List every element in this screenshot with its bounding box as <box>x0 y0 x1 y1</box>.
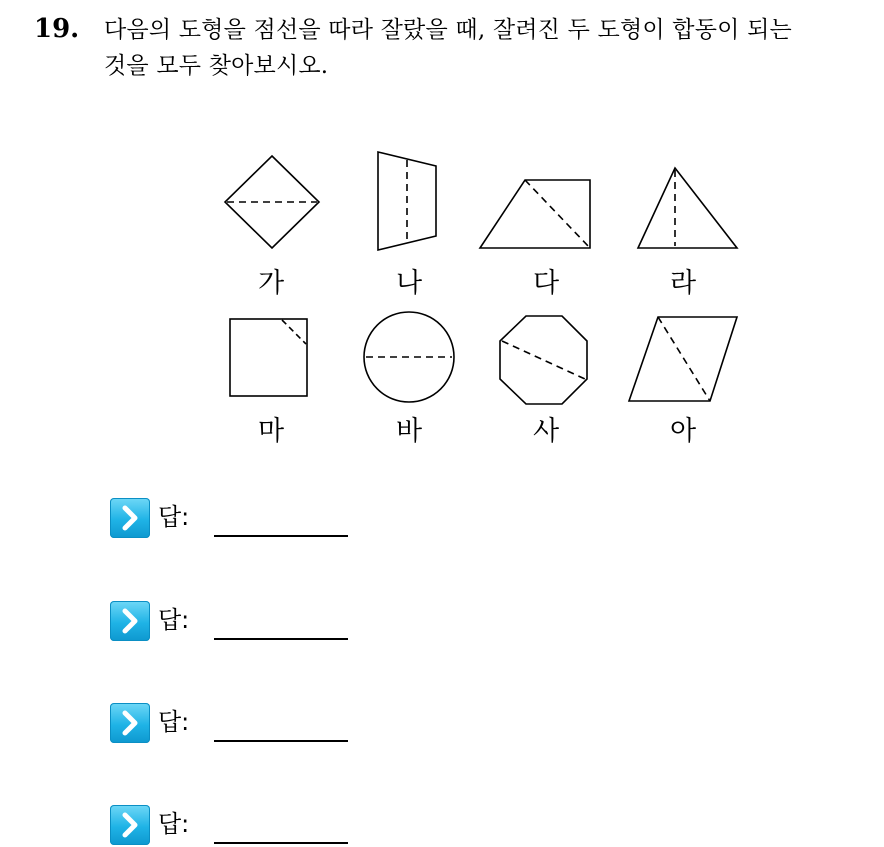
answer-blank[interactable] <box>214 740 348 742</box>
question-text-line2: 것을 모두 찾아보시오. <box>104 53 329 79</box>
figure-label-sa: 사 <box>532 416 560 447</box>
figure-ba-circle <box>364 312 454 402</box>
figure-label-na: 나 <box>395 268 423 299</box>
figure-na-trapezoid <box>378 152 436 250</box>
chevron-right-icon <box>110 805 150 845</box>
figure-a-parallelogram <box>629 317 737 401</box>
answer-blank[interactable] <box>214 842 348 844</box>
chevron-right-icon <box>110 703 150 743</box>
figure-sa-octagon <box>500 316 587 404</box>
figure-label-ma: 마 <box>257 416 285 447</box>
figure-label-da: 다 <box>532 268 560 299</box>
answer-blank[interactable] <box>214 638 348 640</box>
figure-label-ba: 바 <box>395 416 423 447</box>
chevron-right-icon <box>110 498 150 538</box>
figure-ma-square <box>230 319 307 396</box>
answer-label: 답: <box>158 503 190 531</box>
answer-label: 답: <box>158 810 190 838</box>
answer-row-4 <box>110 805 370 845</box>
answer-row-1 <box>110 498 370 538</box>
figure-ra-triangle <box>638 168 737 248</box>
figure-label-ga: 가 <box>257 268 285 299</box>
answer-label: 답: <box>158 708 190 736</box>
chevron-right-icon <box>110 601 150 641</box>
answer-row-2 <box>110 601 370 641</box>
question-number: 19. <box>34 14 80 44</box>
figure-label-ra: 라 <box>669 268 697 299</box>
answer-blank[interactable] <box>214 535 348 537</box>
answer-row-3 <box>110 703 370 743</box>
figure-label-a: 아 <box>669 416 697 447</box>
answer-label: 답: <box>158 606 190 634</box>
question-text-line1: 다음의 도형을 점선을 따라 잘랐을 때, 잘려진 두 도형이 합동이 되는 <box>104 17 792 43</box>
figure-da-trapezoid <box>480 180 590 248</box>
figure-ga-rhombus <box>225 156 319 248</box>
